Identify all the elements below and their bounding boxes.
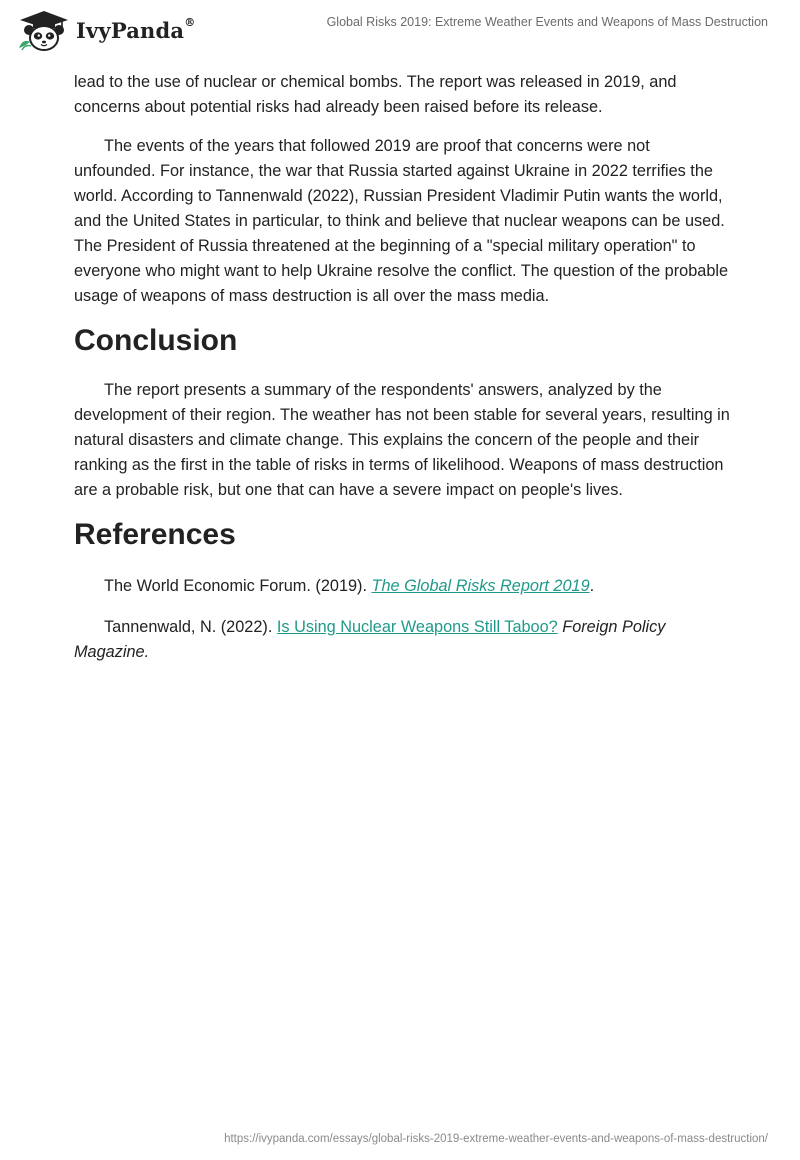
references-heading: References bbox=[74, 518, 236, 551]
reference-link[interactable]: The Global Risks Report 2019 bbox=[371, 577, 590, 595]
reference-item bbox=[74, 574, 734, 599]
panda-graduate-icon bbox=[14, 8, 70, 52]
reference-author: The World Economic Forum. (2019). bbox=[104, 577, 372, 595]
conclusion-heading: Conclusion bbox=[74, 324, 238, 357]
ivypanda-logo[interactable] bbox=[14, 8, 195, 52]
registered-mark: ® bbox=[184, 15, 196, 29]
reference-item bbox=[74, 615, 734, 665]
reference-suffix: . bbox=[589, 577, 595, 595]
paragraph-events: The events of the years that followed 2019 are proof that concerns were not unfounded. For instance, the war that Russia started against Ukraine in 2022 terrifies the world. According to Tannenwald (2022), Russian President Vladimir Putin wants the world, and the United States in particular, to think and believe that nuclear weapons can be used. The President of Russia threatened at the beginning of a "special military operation" to everyone who might want to help Ukraine resolve the conflict. The question of the probable usage of weapons of mass destruction is all over the mass media. bbox=[74, 137, 729, 305]
reference-author: Tannenwald, N. (2022). bbox=[104, 618, 277, 636]
document-title: Global Risks 2019: Extreme Weather Events and Weapons of Mass Destruction bbox=[326, 15, 768, 29]
page-header bbox=[0, 0, 800, 60]
conclusion-paragraph: The report presents a summary of the respondents' answers, analyzed by the development of their region. The weather has not been stable for several years, resulting in natural disasters and climate change. This explains the concern of the people and their ranking as the first in the table of risks in terms of likelihood. Weapons of mass destruction are a probable risk, but one that can have a severe impact on people's lives. bbox=[74, 381, 730, 499]
paragraph-continued: lead to the use of nuclear or chemical bombs. The report was released in 2019, and concerns about potential risks had already been raised before its release. bbox=[74, 73, 677, 116]
essay-content bbox=[74, 70, 734, 681]
footer-url[interactable]: https://ivypanda.com/essays/global-risks-2019-extreme-weather-events-and-weapons-of-mass-destruction/ bbox=[224, 1133, 768, 1145]
reference-source: Foreign Policy Magazine. bbox=[74, 618, 666, 661]
brand-name: IvyPanda® bbox=[76, 15, 196, 43]
reference-link[interactable]: Is Using Nuclear Weapons Still Taboo? bbox=[276, 618, 558, 636]
